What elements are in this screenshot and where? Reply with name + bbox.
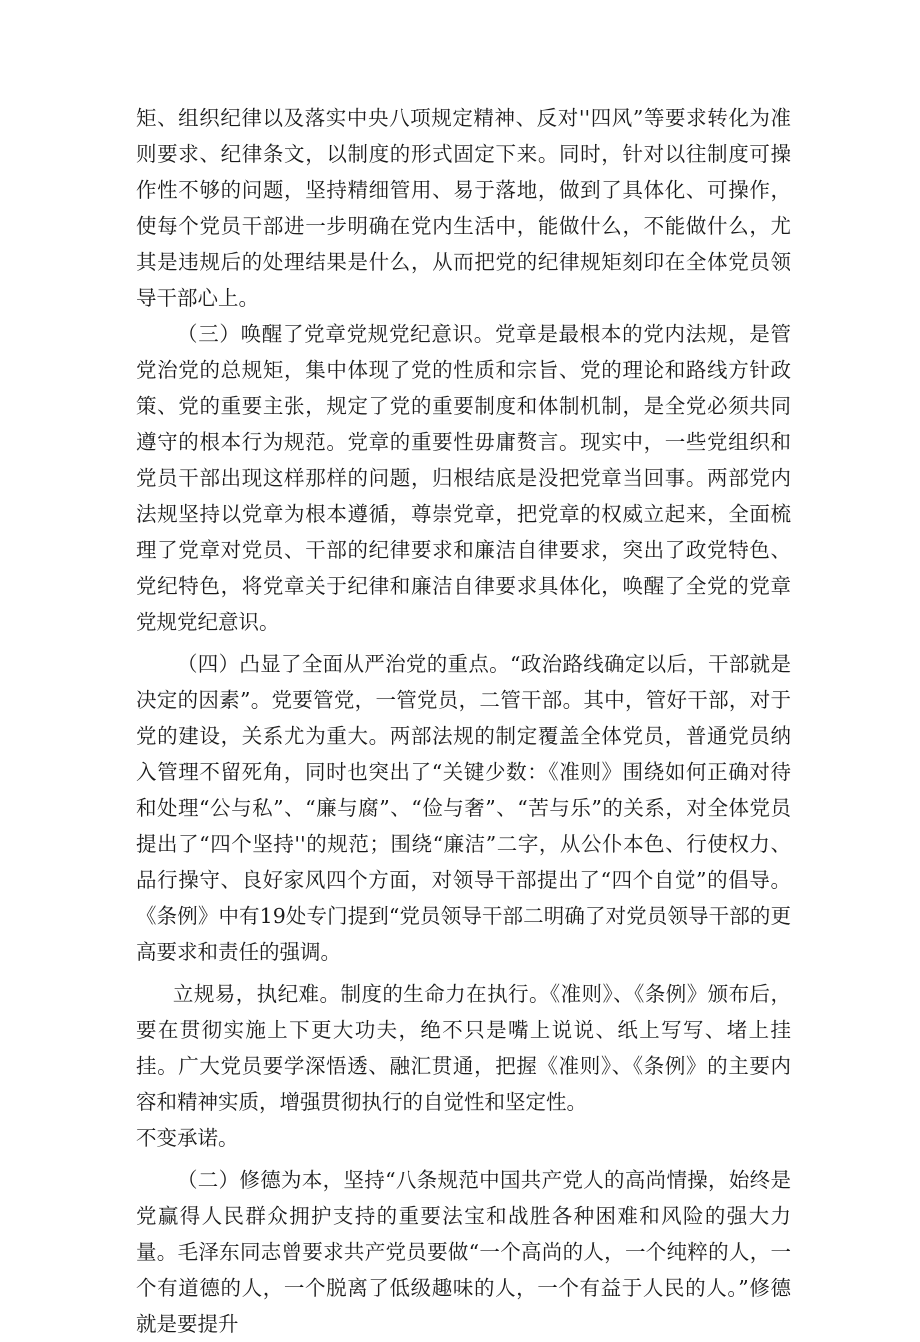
paragraph-section-four: （四）凸显了全面从严治党的重点。“政治路线确定以后，干部就是决定的因素”。党要管党，一管党员，二管干部。其中，管好干部，对于党的建设，关系尤为重大。两部法规的制定覆盖全体党员，普通党员纳入管理不留死角，同时也突出了“关键少数：《准则》围绕如何正确对待和处理“公与私”、“廉与腐”、“俭与奢”、“苦与乐”的关系，对全体党员提出了“四个坚持''的规范；围绕“廉洁”二字，从公仆本色、行使权力、品行操守、良好家风四个方面，对领导干部提出了“四个自觉”的倡导。《条例》中有19处专门提到“党员领导干部二明确了对党员领导干部的更高要求和责任的强调。 [136, 652, 791, 964]
paragraph-section-three: （三）唤醒了党章党规党纪意识。党章是最根本的党内法规，是管党治党的总规矩，集中体现了党的性质和宗旨、党的理论和路线方针政策、党的重要主张，规定了党的重要制度和体制机制，是全党必须共同遵守的根本行为规范。党章的重要性毋庸赘言。现实中，一些党组织和党员干部出现这样那样的问题，归根结底是没把党章当回事。两部党内法规坚持以党章为根本遵循，尊崇党章，把党章的权威立起来，全面梳理了党章对党员、干部的纪律要求和廉洁自律要求，突出了政党特色、党纪特色，将党章关于纪律和廉洁自律要求具体化，唤醒了全党的党章党规党纪意识。 [136, 322, 791, 634]
paragraph-section-two: （二）修德为本，坚持“八条规范中国共产党人的高尚情操，始终是党赢得人民群众拥护支持的重要法宝和战胜各种困难和风险的强大力量。毛泽东同志曾要求共产党员要做“一个高尚的人，一个纯粹的人，一个有道德的人，一个脱离了低级趣味的人，一个有益于人民的人。”修德就是要提升 [136, 1168, 791, 1336]
document-body [136, 100, 791, 1342]
paragraph-continuation: 矩、组织纪律以及落实中央八项规定精神、反对''四风”等要求转化为准则要求、纪律条文，以制度的形式固定下来。同时，针对以往制度可操作性不够的问题，坚持精细管用、易于落地，做到了具体化、可操作，使每个党员干部进一步明确在党内生活中，能做什么，不能做什么，尤其是违规后的处理结果是什么，从而把党的纪律规矩刻印在全体党员领导干部心上。 [136, 106, 791, 310]
paragraph-enforcement: 立规易，执纪难。制度的生命力在执行。《准则》、《条例》颁布后，要在贯彻实施上下更大功夫，绝不只是嘴上说说、纸上写写、堵上挂挂。广大党员要学深悟透、融汇贯通，把握《准则》、《条例》的主要内容和精神实质，增强贯彻执行的自觉性和坚定性。 [136, 982, 791, 1114]
paragraph-fragment: 不变承诺。 [136, 1126, 239, 1150]
